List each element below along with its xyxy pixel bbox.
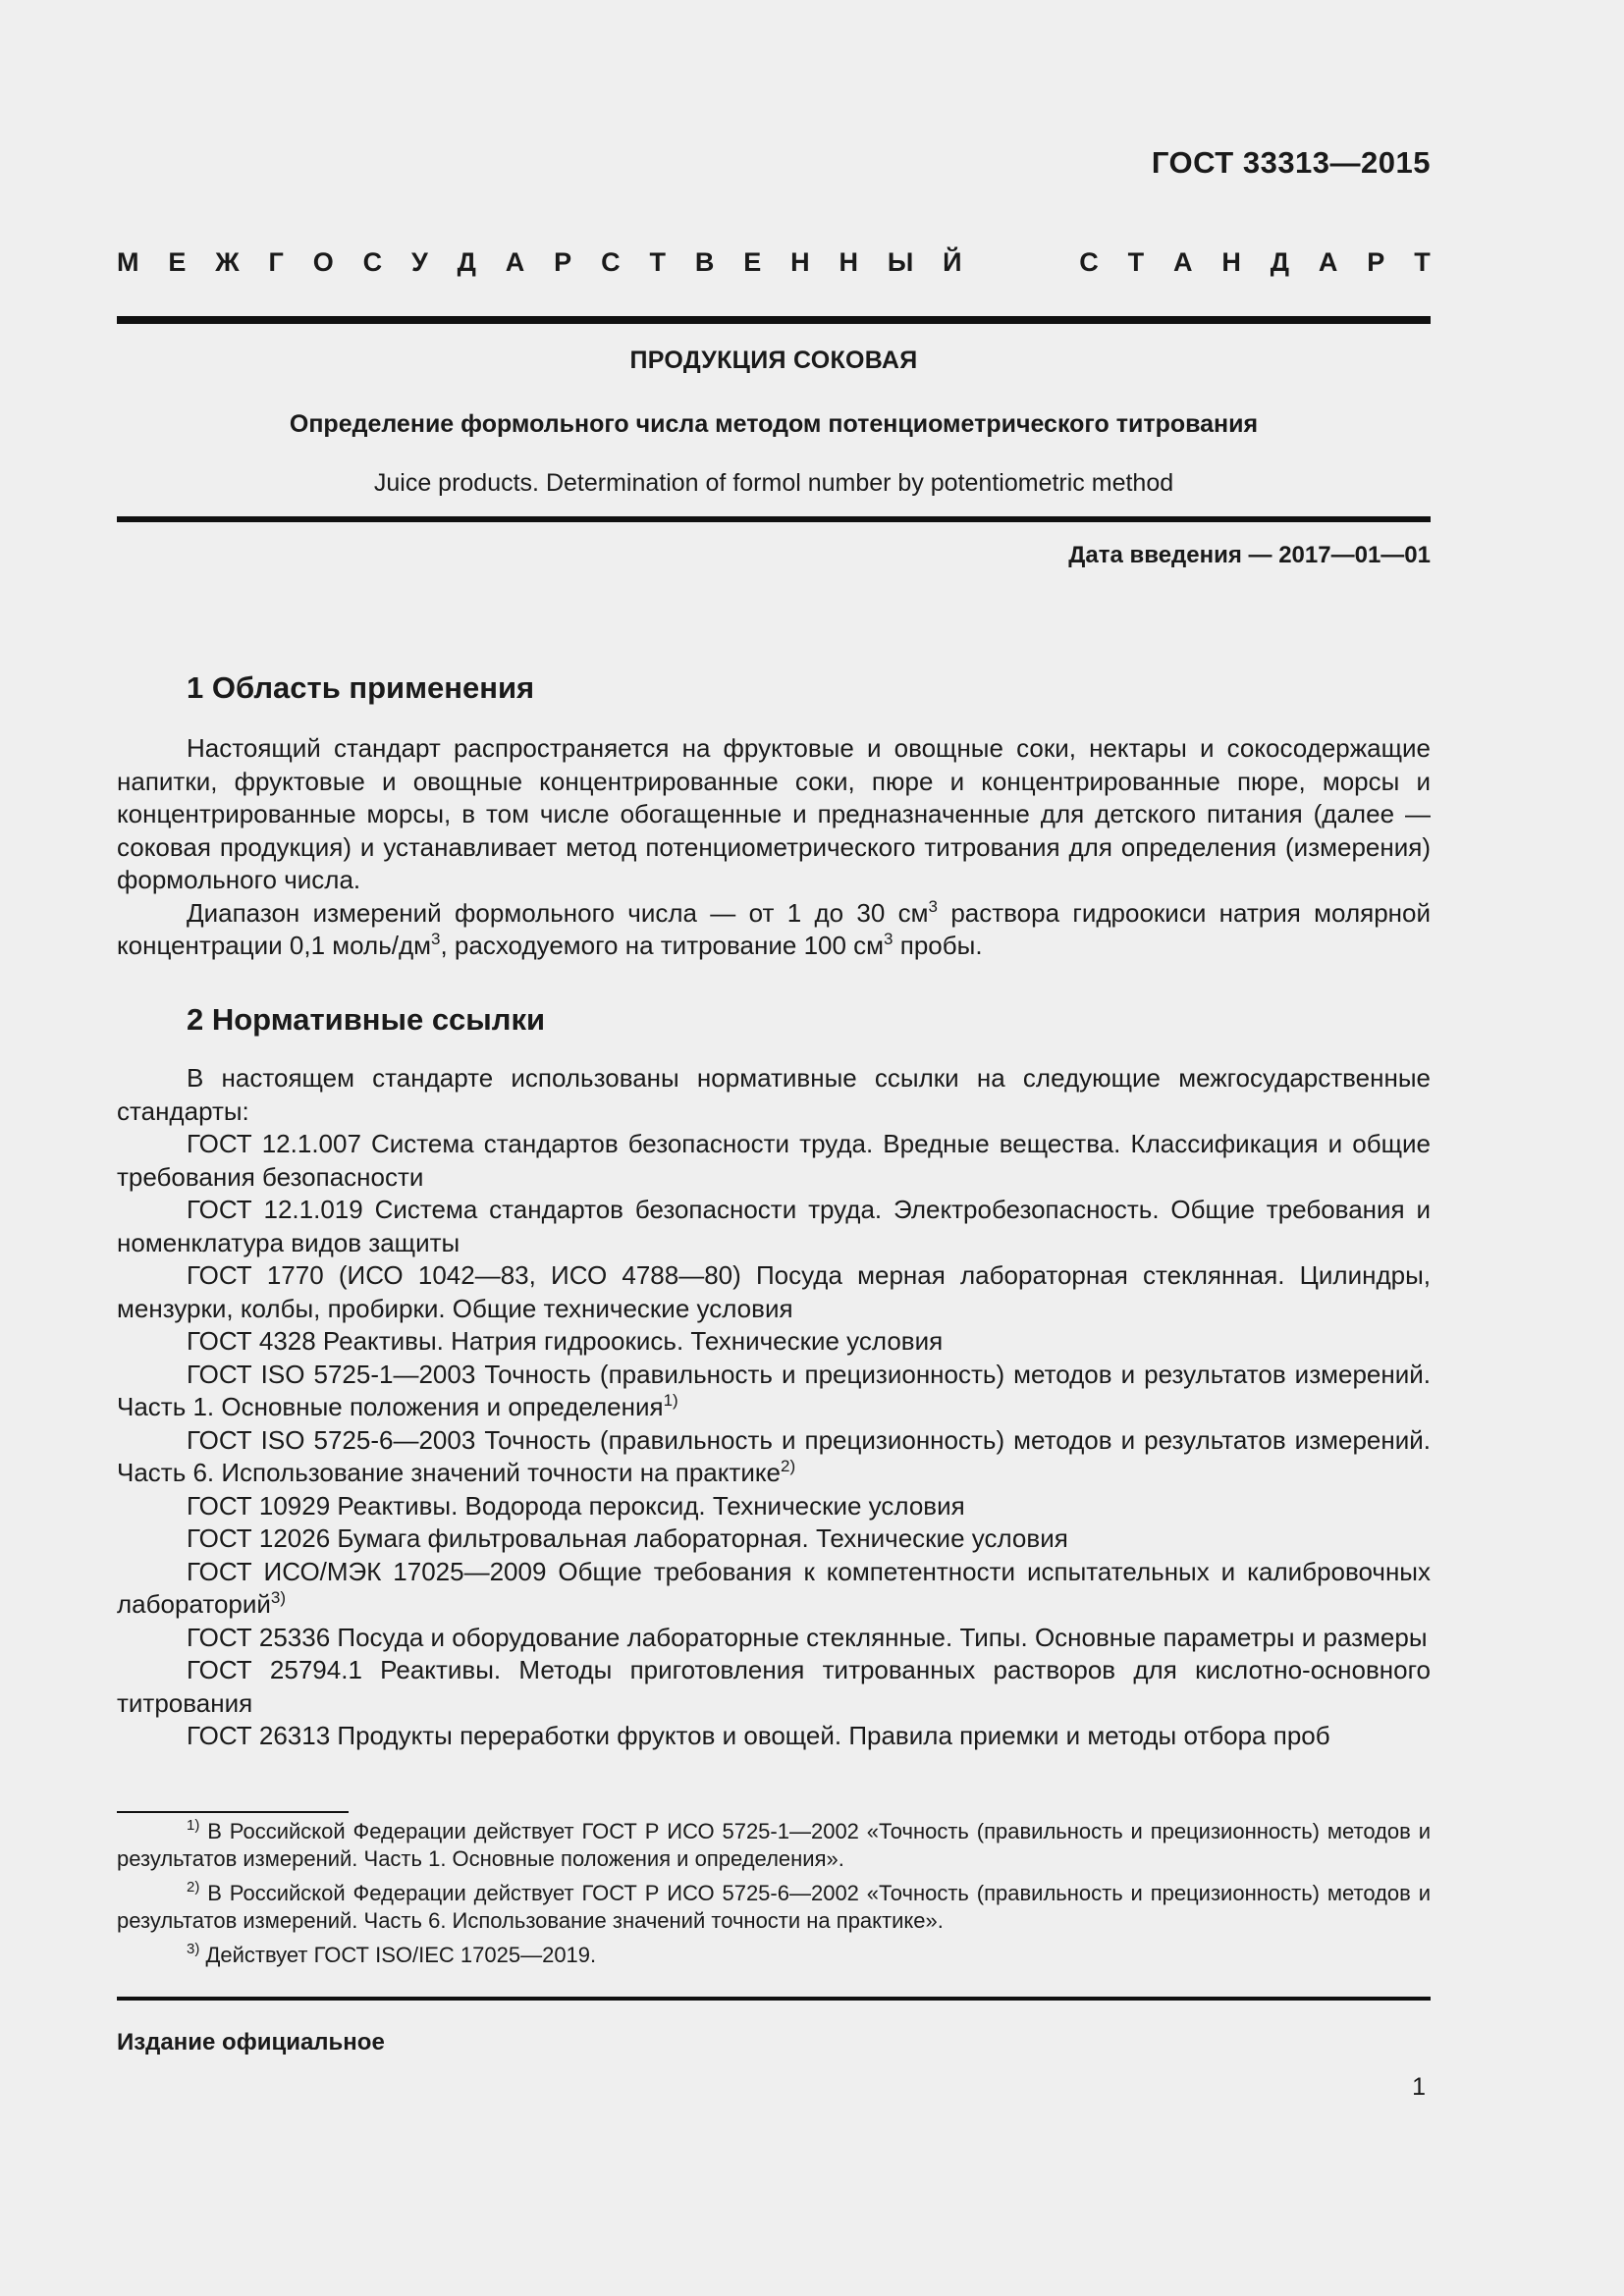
reference-item: ГОСТ 25336 Посуда и оборудование лабораторные стеклянные. Типы. Основные параметры и размеры: [187, 1622, 1428, 1652]
interstate-standard-banner: М Е Ж Г О С У Д А Р С Т В Е Н Н Ы Й С Т А Н Д А Р Т: [117, 247, 1431, 277]
footnote-mark: 3): [270, 1588, 287, 1607]
gost-number: ГОСТ 33313—2015: [1151, 145, 1431, 180]
footnote-separator: [117, 1811, 349, 1813]
footer-rule: [117, 1997, 1431, 2001]
reference-item: ГОСТ ИСО/МЭК 17025—2009 Общие требования к компетентности испытательных и калибровочных лабораторий$^{3)}$: [117, 1556, 1431, 1619]
reference-item: ГОСТ 12.1.019 Система стандартов безопасности труда. Электробезопасность. Общие требования и номенклатура видов защиты: [117, 1195, 1431, 1257]
document-subtitle: Определение формольного числа методом потенциометрического титрования: [289, 410, 1259, 438]
footnote: $^{1)}$ В Российской Федерации действует ГОСТ Р ИСО 5725-1—2002 «Точность (правильность и прецизионность) методов и результатов измерений. Часть 1. Основные положения и определения».: [117, 1817, 1431, 1871]
section-1-heading: 1 Область применения: [187, 670, 535, 705]
footnote-mark: 1): [663, 1391, 678, 1410]
reference-item: ГОСТ 4328 Реактивы. Натрия гидроокись. Технические условия: [187, 1326, 944, 1356]
reference-item: ГОСТ 1770 (ИСО 1042—83, ИСО 4788—80) Посуда мерная лабораторная стеклянная. Цилиндры, мензурки, колбы, пробирки. Общие технические условия: [117, 1260, 1431, 1323]
footnotes: [117, 1818, 1431, 1976]
footnote: $^{2)}$ В Российской Федерации действует ГОСТ Р ИСО 5725-6—2002 «Точность (правильность и прецизионность) методов и результатов измерений. Часть 6. Использование значений точности на практике».: [117, 1879, 1431, 1933]
paragraph: Диапазон измерений формольного числа — от 1 до 30 $см^3$ раствора гидроокиси натрия молярной концентрации 0,1 моль/$дм^3$, расходуемого на титрование 100 $см^3$ пробы.: [117, 896, 1431, 960]
official-edition-label: Издание официальное: [117, 2029, 385, 2056]
top-rule: [117, 316, 1431, 324]
paragraph: В настоящем стандарте использованы нормативные ссылки на следующие межгосударственные стандарты:: [117, 1063, 1431, 1126]
paragraph: Настоящий стандарт распространяется на фруктовые и овощные соки, нектары и сокосодержащие напитки, фруктовые и овощные концентрированные соки, пюре и концентрированные пюре, морсы и концентрированные морсы, в том числе обогащенные и предназначенные для детского питания (далее — соковая продукция) и устанавливает метод потенциометрического титрования для определения (измерения) формольного числа.: [117, 733, 1431, 894]
reference-item: ГОСТ 25794.1 Реактивы. Методы приготовления титрованных растворов для кислотно-основного титрования: [117, 1655, 1431, 1718]
reference-item: ГОСТ ISO 5725-1—2003 Точность (правильность и прецизионность) методов и результатов измерений. Часть 1. Основные положения и определения$^{1)}$: [117, 1359, 1431, 1421]
section-2-heading: 2 Нормативные ссылки: [187, 1002, 546, 1037]
reference-item: ГОСТ 26313 Продукты переработки фруктов и овощей. Правила приемки и методы отбора проб: [187, 1721, 1330, 1750]
introduction-date: Дата введения — 2017—01—01: [1068, 542, 1431, 568]
english-title: Juice products. Determination of formol number by potentiometric method: [373, 469, 1174, 497]
document-title: ПРОДУКЦИЯ СОКОВАЯ: [629, 347, 918, 374]
reference-item: ГОСТ 12026 Бумага фильтровальная лабораторная. Технические условия: [187, 1523, 1068, 1553]
page-number: 1: [1412, 2073, 1426, 2101]
reference-item: ГОСТ 12.1.007 Система стандартов безопасности труда. Вредные вещества. Классификация и общие требования безопасности: [117, 1129, 1431, 1192]
reference-item: ГОСТ 10929 Реактивы. Водорода пероксид. Технические условия: [187, 1490, 965, 1521]
reference-item: ГОСТ ISO 5725-6—2003 Точность (правильность и прецизионность) методов и результатов измерений. Часть 6. Использование значений точности на практике$^{2)}$: [117, 1424, 1431, 1487]
footnote: $^{3)}$ Действует ГОСТ ISO/IEC 17025—2019.: [187, 1941, 597, 1967]
title-rule: [117, 516, 1431, 522]
section-1-body: [117, 732, 1431, 963]
section-2-body: [117, 1062, 1431, 1753]
footnote-mark: 2): [780, 1457, 796, 1475]
